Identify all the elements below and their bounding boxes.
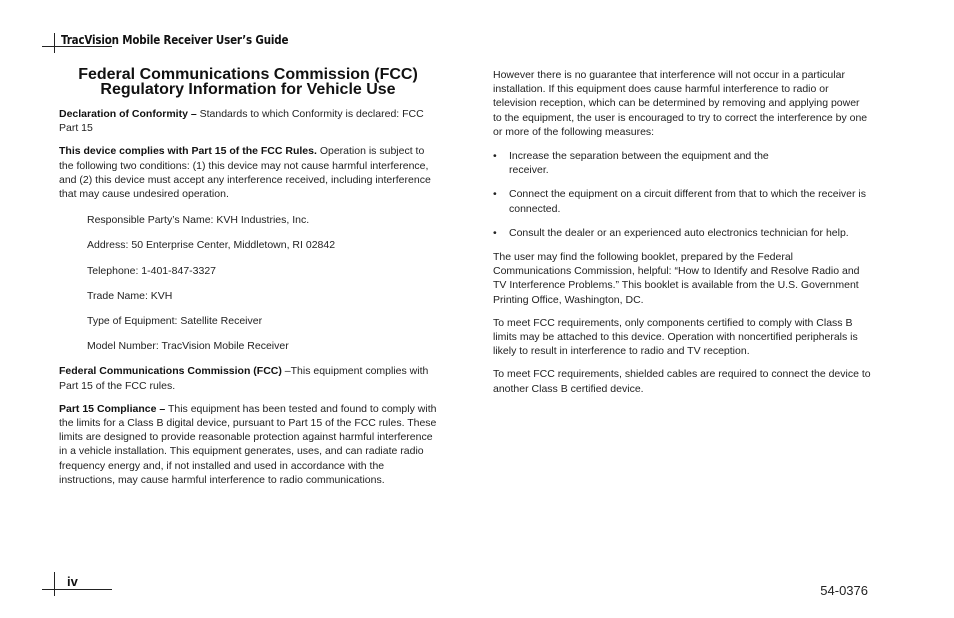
part15-paragraph (59, 402, 437, 487)
bullet-icon: • (493, 150, 497, 163)
part15-lead: Part 15 Compliance – (59, 402, 166, 415)
components-paragraph: To meet FCC requirements, only components certified to comply with Class B limits may be attached to this device. Operation with noncertified peripherals is likely to result in interference to radio and TV reception. (493, 316, 858, 358)
running-header-title: TracVision Mobile Receiver User’s Guide (61, 33, 289, 47)
fcc-paragraph (59, 364, 437, 392)
booklet-paragraph: The user may find the following booklet, prepared by the Federal Communications Commission, helpful: “How to Identify and Resolve Radio and TV Interference Problems.” This booklet is available from the U.S. Government Printing Office, Washington, DC. (493, 251, 860, 306)
left-column (59, 67, 437, 496)
page-number: iv (67, 574, 78, 589)
measures-list (493, 149, 871, 240)
bullet-icon: • (493, 226, 497, 239)
declaration-text: Standards to which Conformity is declared: FCC Part 15 (59, 108, 424, 135)
declaration-paragraph (59, 107, 437, 135)
footer-rule-vertical (54, 572, 55, 596)
list-item (493, 149, 871, 177)
responsible-party: Responsible Party’s Name: KVH Industries, Inc. (87, 214, 310, 227)
cables-paragraph: To meet FCC requirements, shielded cables are required to connect the device to another Class B certified device. (493, 368, 871, 395)
list-item (493, 187, 871, 215)
compliance-lead: This device complies with Part 15 of the FCC Rules. (59, 145, 317, 158)
bullet-icon: • (493, 188, 497, 201)
document-number: 54-0376 (820, 583, 868, 598)
part15-text: This equipment has been tested and found to comply with the limits for a Class B digital device, pursuant to Part 15 of the FCC rules. These limits are designed to provide reasonable protection against harmful interference in a vehicle installation. This equipment generates, uses, and can radiate radio frequency energy and, if not installed and used in accordance with the instructions, may cause harmful interference to radio communications. (59, 402, 437, 486)
list-item-text: Connect the equipment on a circuit different from that to which the receiver is connected. (509, 188, 866, 215)
model-number: Model Number: TracVision Mobile Receiver (87, 340, 289, 353)
interference-paragraph: However there is no guarantee that interference will not occur in a particular installation. If this equipment does cause harmful interference to radio or television reception, which can be determined by removing and applying power to the equipment, the user is encouraged to try to correct the interference by one or more of the following measures: (493, 69, 868, 138)
declaration-lead: Declaration of Conformity – (59, 108, 197, 120)
fcc-text: –This equipment complies with Part 15 of the FCC rules. (59, 365, 429, 392)
fcc-lead: Federal Communications Commission (FCC) (59, 365, 282, 378)
list-item-text: Consult the dealer or an experienced auto electronics technician for help. (509, 226, 849, 239)
heading-line-1: Federal Communications Commission (FCC) (78, 66, 418, 83)
telephone: Telephone: 1-401-847-3327 (87, 264, 217, 277)
list-item (493, 226, 871, 240)
compliance-paragraph (59, 144, 437, 201)
list-item-text: Increase the separation between the equipment and the receiver. (509, 150, 769, 177)
footer-rule-horizontal (42, 589, 112, 590)
right-column (493, 68, 871, 405)
equipment-type: Type of Equipment: Satellite Receiver (87, 315, 263, 328)
heading-line-2: Regulatory Information for Vehicle Use (100, 81, 396, 98)
address: Address: 50 Enterprise Center, Middletown, RI 02842 (87, 239, 336, 252)
section-heading (59, 67, 437, 97)
header-rule-vertical (54, 33, 55, 53)
compliance-text: Operation is subject to the following two conditions: (1) this device may not cause harmful interference, and (2) this device must accept any interference received, including interference that may cause undesired operation. (59, 145, 431, 201)
trade-name: Trade Name: KVH (87, 289, 173, 302)
